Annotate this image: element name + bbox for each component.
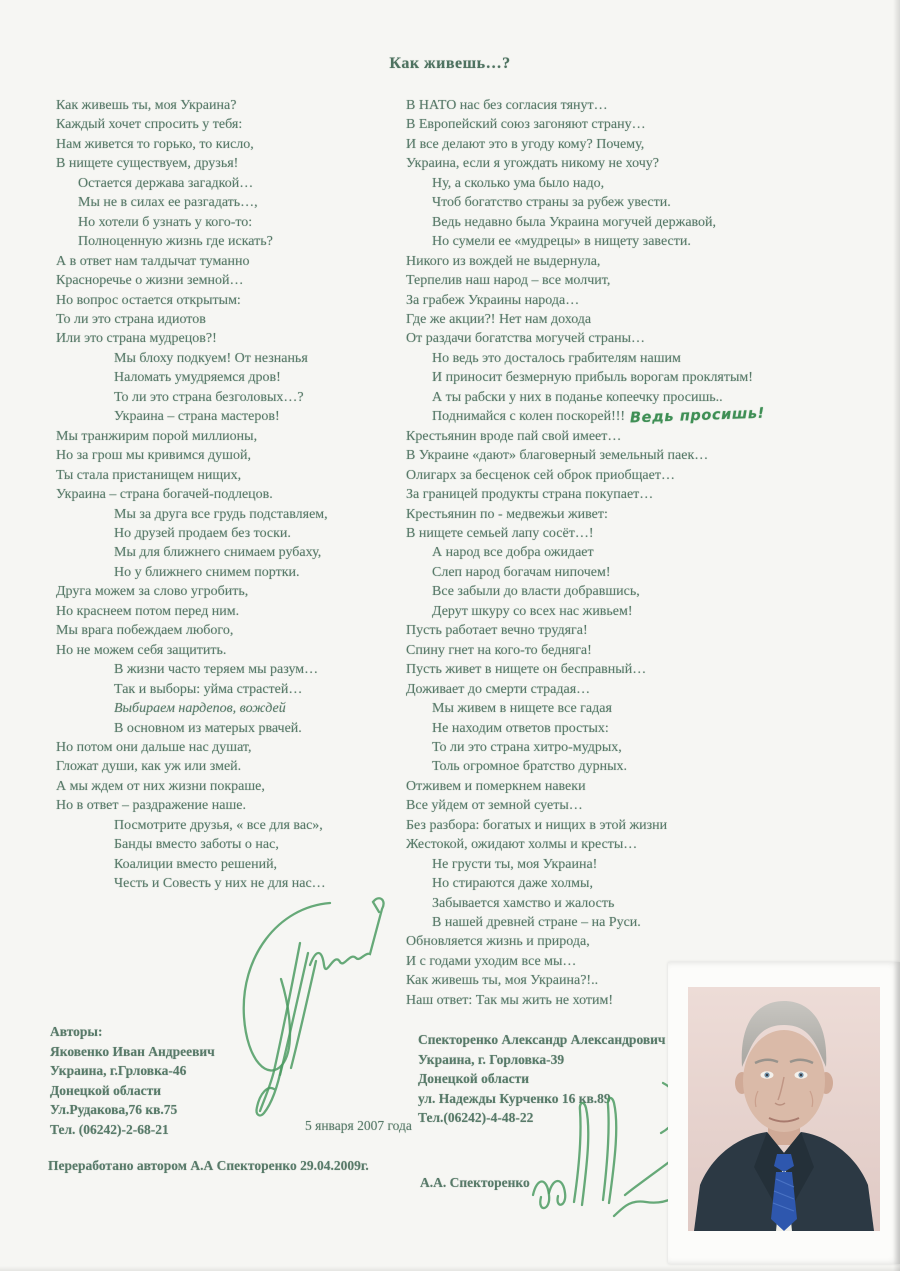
signature-caption: А.А. Спекторенко [420,1175,530,1190]
poem-line: Наломать умудряемся дров! [114,370,281,386]
poem-column-left [56,96,406,894]
poem-line: Но за грош мы кривимся душой, [56,448,251,464]
poem-line: Жестокой, ожидают холмы и кресты… [406,837,638,853]
poem-line: Слеп народ богачам нипочем! [432,564,611,580]
poem-line: Или это страна мудрецов?! [56,331,217,347]
poem-line: Но не можем себя защитить. [56,642,227,658]
poem-line: В Европейский союз загоняют страну… [406,117,646,133]
poem-line: Друга можем за слово угробить, [56,584,249,600]
poem-line: В НАТО нас без согласия тянут… [406,98,608,113]
poem-line: Но в ответ – раздражение наше. [56,798,246,814]
poem-line: За границей продукты страна покупает… [406,487,654,503]
poem-line: Банды вместо заботы о нас, [114,837,279,853]
portrait-man-icon [688,987,880,1231]
poem-line: Олигарх за бесценок сей оброк приобщает… [406,467,675,483]
poem-line: Все забыли до власти добравшись, [432,584,640,600]
poem-line: А в ответ нам талдычат туманно [56,253,250,269]
poem-line: И с годами уходим все мы… [406,953,577,969]
contact-line: Тел. (06242)-2-68-21 [50,1121,169,1137]
poem-line: Но у ближнего снимем портки. [114,564,300,580]
poem-line: Забывается хамство и жалость [432,895,615,911]
poem-line: То ли это страна безголовых…? [114,389,304,405]
poem-line: В нищете семьей лапу сосёт…! [406,525,594,541]
date-line: 5 января 2007 года [305,1118,412,1133]
poem-line: Нам живется то горько, то кисло, [56,136,254,152]
contact-line: Спекторенко Александр Александрович [418,1032,666,1047]
contact-line: Яковенко Иван Андреевич [50,1043,215,1059]
poem-line: А мы ждем от них жизни покраше, [56,778,265,794]
poem-line: В нашей древней стране – на Руси. [432,915,641,931]
poem-line: Мы блоху подкуем! От незнанья [114,350,308,366]
poem-line: Украина, если я угождать никому не хочу? [406,156,660,172]
poem-line: Но стираются даже холмы, [432,876,593,892]
poem-line: Ну, а сколько ума было надо, [432,175,605,191]
poem-line: Мы не в силах ее разгадать…, [78,195,258,211]
contact-line: Донецкой области [50,1082,161,1098]
poem-line: Крестьянин по - медвежьи живет: [406,506,608,522]
contact-line: Тел.(06242)-4-48-22 [418,1110,534,1126]
poem-line: Не находим ответов простых: [432,720,609,736]
poem-line: От раздачи богатства могучей страны… [406,331,645,347]
poem-line: Остается держава загадкой… [78,175,254,191]
poem-line: Пусть живет в нищете он бесправный… [406,662,647,678]
poem-line: Не грусти ты, моя Украина! [432,856,598,872]
poem-line: Пусть работает вечно трудяга! [406,623,588,639]
scan-edge-shadow [893,0,900,1271]
poem-line: Украина – страна богачей-подлецов. [56,487,273,503]
poem-line: Мы для ближнего снимаем рубаху, [114,545,322,561]
handwritten-note: Ведь просишь! [629,405,766,427]
poem-line: Коалиции вместо решений, [114,856,278,872]
poem-line: А народ все добра ожидает [432,545,594,561]
poem-line: Терпелив наш народ – все молчит, [406,273,611,289]
signature-large-green [212,885,387,1120]
poem-line: Но потом они дальше нас душат, [56,739,252,755]
poem-line: То ли это страна идиотов [56,311,206,327]
poem-line: Дерут шкуру со всех нас живьем! [432,603,633,619]
poem-line: В Украине «дают» благоверный земельный паек… [406,448,709,464]
poem-line: Чтоб богатство страны за рубеж увести. [432,195,671,211]
poem-line: Толь огромное братство дурных. [432,759,628,775]
poem-line: И все делают это в угоду кому? Почему, [406,136,645,152]
contact-line: Украина, г.Грловка-46 [50,1063,187,1079]
portrait-photo [668,962,900,1264]
poem-line: Честь и Совесть у них не для нас… [114,876,326,892]
poem-line: Мы за друга все грудь подставляем, [114,506,328,522]
poem-line: Но друзей продаем без тоски. [114,525,291,541]
poem-line: Как живешь ты, моя Украина? [56,98,237,113]
poem-line: Спину гнет на кого-то бедняга! [406,642,592,658]
poem-line: Ты стала пристанищем нищих, [56,467,242,483]
poem-line: Как живешь ты, моя Украина?!.. [406,973,599,989]
poem-line: И приносит безмерную прибыль ворогам проклятым! [432,370,753,386]
authors-block [50,1022,215,1140]
poem-line: Наш ответ: Так мы жить не хотим! [406,992,614,1008]
poem-line: В основном из матерых рвачей. [114,720,302,736]
poem-line: Все уйдем от земной суеты… [406,798,583,814]
poem-line: В жизни часто теряем мы разум… [114,662,319,678]
poem-line: Где же акции?! Нет нам дохода [406,311,592,327]
poem-line: Поднимайся с колен поскорей!!! Ведь просишь! [406,407,892,426]
poem-line: Но хотели б узнать у кого-то: [78,214,253,230]
poem-column-right [406,96,892,1010]
contact-line: Украина, г. Горловка-39 [418,1051,565,1067]
poem-line: Мы врага побеждаем любого, [56,623,234,639]
poem-line: Без разбора: богатых и нищих в этой жизни [406,817,668,833]
poem-line: Но краснеем потом перед ним. [56,603,240,619]
contact-line: Ул.Рудакова,76 кв.75 [50,1102,178,1118]
poem-line: Гложат души, как уж или змей. [56,759,242,775]
poem-line: Но сумели ее «мудрецы» в нищету завести. [432,234,691,250]
poem-line: Отживем и померкнем навеки [406,778,586,794]
poem-line: Так и выборы: уйма страстей… [114,681,303,697]
contact-line: ул. Надежды Курченко 16 кв.89 [418,1090,611,1106]
page-title: Как живешь…? [389,54,511,72]
authors-heading: Авторы: [50,1024,103,1039]
poem-line: Украина – страна мастеров! [114,409,280,425]
poem-line: Красноречье о жизни земной… [56,273,244,289]
poem-line: Полноценную жизнь где искать? [78,234,273,250]
poem-line: Мы живем в нищете все гадая [432,701,612,717]
poem-line: Но вопрос остается открытым: [56,292,241,308]
poem-line: Но ведь это досталось грабителям нашим [432,350,681,366]
poem-line: А ты рабски у них в поданье копеечку просишь.. [432,389,723,405]
poem-line: То ли это страна хитро-мудрых, [432,739,622,755]
poem-line: Мы транжирим порой миллионы, [56,428,258,444]
poem-line: За грабеж Украины народа… [406,292,580,308]
poem-line: Ведь недавно была Украина могучей державой, [432,214,717,230]
poem-line: Крестьянин вроде пай свой имеет… [406,428,622,444]
poem-line: Каждый хочет спросить у тебя: [56,117,243,133]
poem-line: В нищете существуем, друзья! [56,156,239,172]
poem-line: Обновляется жизнь и природа, [406,934,590,950]
scan-bottom-shadow [0,1266,900,1271]
rework-note: Переработано автором А.А Спекторенко 29.04.2009г. [48,1158,369,1173]
poem-line: Выбираем нардепов, вождей [114,701,286,717]
poem-line: Никого из вождей не выдернула, [406,253,601,269]
poem-line: Посмотрите друзья, « все для вас», [114,817,323,833]
contact-line: Донецкой области [418,1071,529,1087]
poem-line: Доживает до смерти страдая… [406,681,591,697]
